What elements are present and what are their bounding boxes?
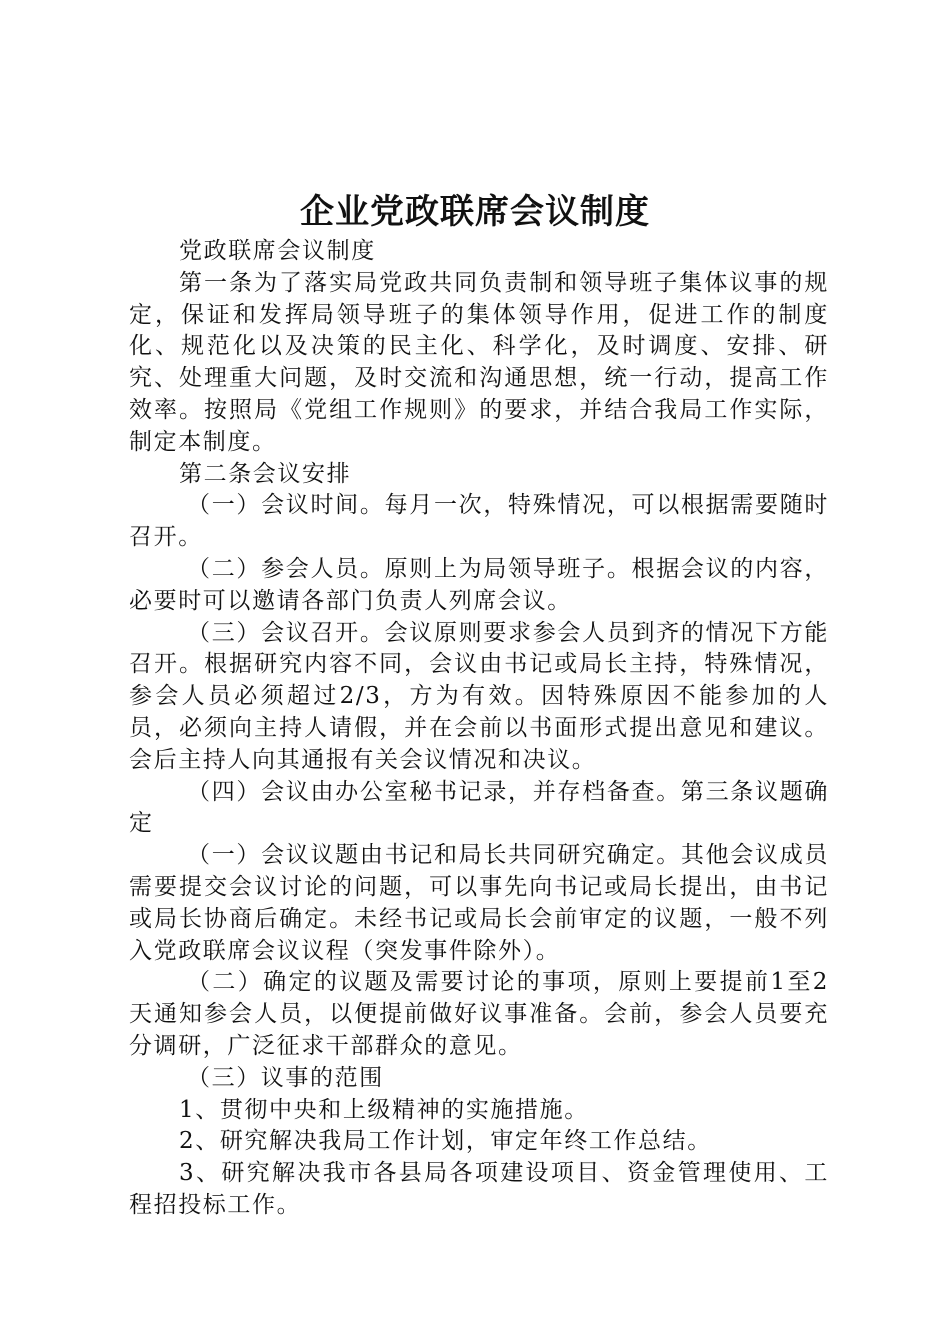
list-item-3: 3、研究解决我市各县局各项建设项目、资金管理使用、工程招投标工作。 — [129, 1160, 829, 1218]
document-title: 企业党政联席会议制度 — [300, 192, 650, 232]
paragraph-advance-notice: （二）确定的议题及需要讨论的事项，原则上要提前1至2天通知参会人员，以便提前做好议事准备。会前，参会人员要充分调研，广泛征求干部群众的意见。 — [129, 969, 829, 1059]
paragraph-meeting-time: （一）会议时间。每月一次，特殊情况，可以根据需要随时召开。 — [129, 492, 829, 551]
document-body — [129, 236, 829, 1222]
paragraph-article-2-heading: 第二条会议安排 — [179, 460, 352, 487]
list-item-2: 2、研究解决我局工作计划，审定年终工作总结。 — [179, 1128, 712, 1155]
paragraph-agenda-setting: （一）会议议题由书记和局长共同研究确定。其他会议成员需要提交会议讨论的问题，可以事先向书记或局长提出，由书记或局长协商后确定。未经书记或局长会前审定的议题，一般不列入党政联席会议议程（突发事件除外）。 — [129, 842, 829, 964]
paragraph-minutes-article-3: （四）会议由办公室秘书记录，并存档备查。第三条议题确定 — [129, 778, 829, 837]
list-item-1: 1、贯彻中央和上级精神的实施措施。 — [179, 1096, 589, 1123]
paragraph-convening: （三）会议召开。会议原则要求参会人员到齐的情况下方能召开。根据研究内容不同，会议由书记或局长主持，特殊情况，参会人员必须超过2/3，方为有效。因特殊原因不能参加的人员，必须向主持人请假，并在会前以书面形式提出意见和建议。会后主持人向其通报有关会议情况和决议。 — [129, 619, 829, 773]
paragraph-scope-heading: （三）议事的范围 — [187, 1064, 384, 1091]
paragraph-subtitle: 党政联席会议制度 — [179, 238, 376, 264]
paragraph-attendees: （二）参会人员。原则上为局领导班子。根据会议的内容，必要时可以邀请各部门负责人列席会议。 — [129, 555, 829, 614]
paragraph-article-1: 第一条为了落实局党政共同负责制和领导班子集体议事的规定，保证和发挥局领导班子的集体领导作用，促进工作的制度化、规范化以及决策的民主化、科学化，及时调度、安排、研究、处理重大问题，及时交流和沟通思想，统一行动，提高工作效率。按照局《党组工作规则》的要求，并结合我局工作实际，制定本制度。 — [129, 269, 829, 455]
